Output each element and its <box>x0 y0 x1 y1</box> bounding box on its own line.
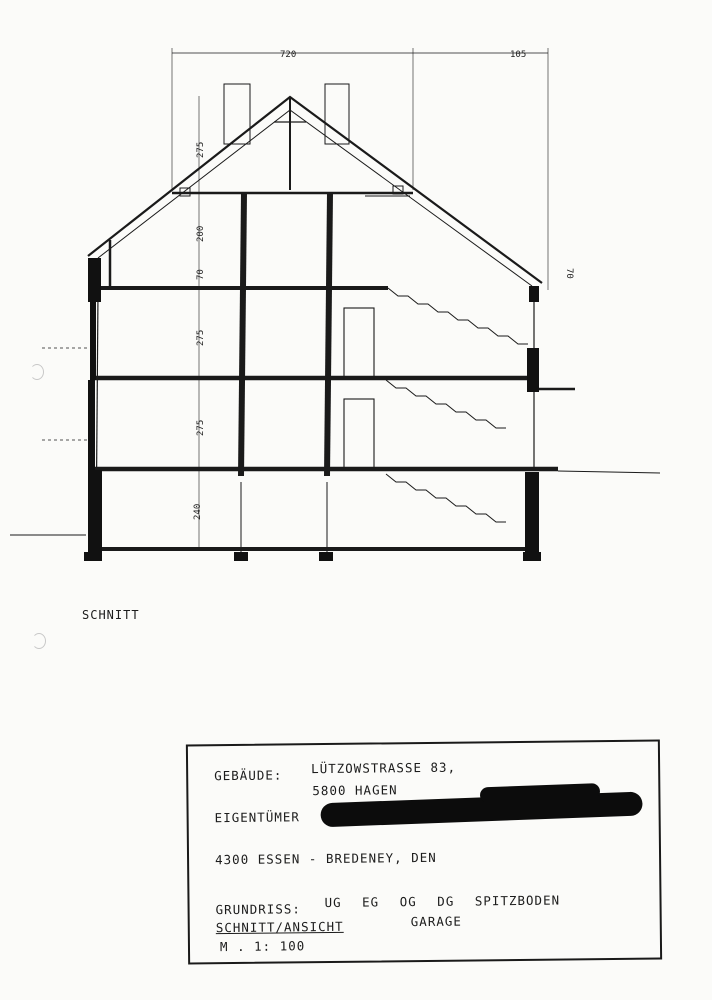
scale-label: M . 1: 100 <box>219 938 306 955</box>
door-ground <box>344 399 374 469</box>
punch-hole-mark <box>30 364 44 380</box>
chimney-left <box>224 84 250 144</box>
chimney-right <box>325 84 349 144</box>
plans-label: GRUNDRISS: <box>215 901 301 918</box>
drawing-label: SCHNITT <box>82 608 140 622</box>
owner-label: EIGENTÜMER <box>214 809 300 826</box>
ground-line-right <box>558 471 660 473</box>
stair-basement <box>386 474 506 522</box>
dim-label-basement: 240 <box>193 503 203 520</box>
stair-upper <box>386 380 506 428</box>
dim-label-knee: 70 <box>196 269 206 280</box>
city-value: 5800 HAGEN <box>312 782 398 799</box>
column-right <box>327 193 330 476</box>
dim-label-ridge: 275 <box>196 141 206 158</box>
roof-outline <box>88 97 542 283</box>
title-block <box>186 740 662 965</box>
section-view-label: SCHNITT/ANSICHT <box>215 918 344 936</box>
dim-label-width: 720 <box>280 50 297 60</box>
dim-label-upper: 275 <box>196 329 206 346</box>
building-label: GEBÄUDE: <box>214 767 283 784</box>
stair-attic <box>388 288 528 344</box>
door-upper <box>344 308 374 378</box>
street-value: LÜTZOWSTRASSE 83, <box>311 759 457 777</box>
dim-label-attic: 200 <box>196 225 206 242</box>
punch-hole-mark <box>32 633 46 649</box>
owner-address: 4300 ESSEN - BREDENEY, DEN <box>214 849 437 868</box>
column-left <box>241 193 244 476</box>
garage-label: GARAGE <box>410 913 462 930</box>
plans-list: UG EG OG DG SPITZBODEN <box>324 892 561 911</box>
dim-label-ground: 275 <box>196 419 206 436</box>
dim-label-overhang: 105 <box>510 50 527 60</box>
dim-label-eave: 70 <box>564 268 574 279</box>
